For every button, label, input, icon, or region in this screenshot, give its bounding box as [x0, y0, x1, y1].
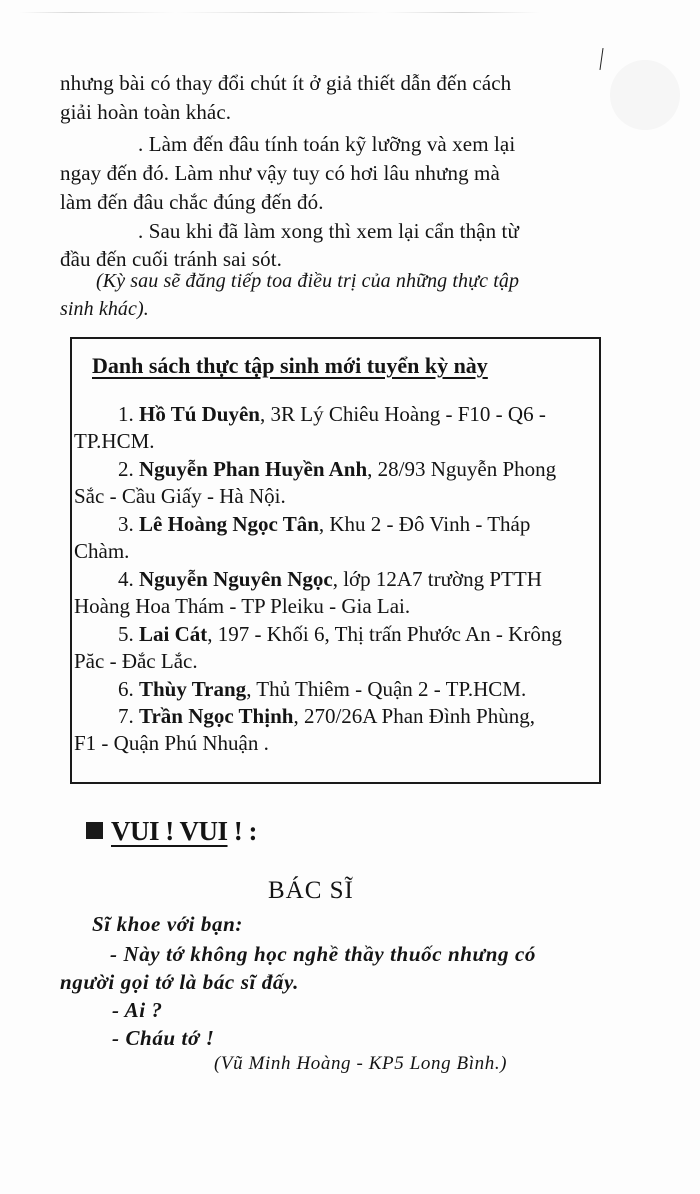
joke-line: người gọi tớ là bác sĩ đấy. — [60, 970, 299, 994]
intern-name: Thùy Trang — [139, 677, 247, 701]
joke-line: Sĩ khoe với bạn: — [92, 912, 243, 936]
body-line: làm đến đâu chắc đúng đến đó. — [60, 190, 324, 214]
intern-name: Nguyễn Nguyên Ngọc — [139, 567, 333, 591]
intern-entry: 3. Lê Hoàng Ngọc Tân, Khu 2 - Đô Vinh - Tháp Chàm. — [74, 512, 531, 563]
body-line: ngay đến đó. Làm như vậy tuy có hơi lâu nhưng mà — [60, 161, 500, 185]
scan-smudge — [610, 60, 680, 130]
intern-name: Lê Hoàng Ngọc Tân — [139, 512, 319, 536]
intern-name: Lai Cát — [139, 622, 208, 646]
joke-line: - Cháu tớ ! — [112, 1026, 215, 1050]
intern-name: Hồ Tú Duyên — [139, 402, 260, 426]
intern-name: Trần Ngọc Thịnh — [139, 704, 294, 728]
body-line: . Làm đến đâu tính toán kỹ lưỡng và xem lại — [138, 132, 516, 156]
note-line: (Kỳ sau sẽ đăng tiếp toa điều trị của những thực tập — [96, 270, 520, 292]
intern-entry: 4. Nguyễn Nguyên Ngọc, lớp 12A7 trường PTTH Hoàng Hoa Thám - TP Pleiku - Gia Lai. — [74, 567, 542, 618]
scan-artifact — [20, 12, 540, 13]
intern-list-title: Danh sách thực tập sinh mới tuyển kỳ này — [92, 353, 488, 378]
joke-line: - Ai ? — [112, 998, 163, 1022]
humor-section-heading: VUI ! VUI ! : — [86, 816, 257, 847]
joke-title: BÁC SĨ — [268, 877, 354, 904]
body-line: . Sau khi đã làm xong thì xem lại cẩn thận từ — [138, 219, 519, 243]
body-line: đầu đến cuối tránh sai sót. — [60, 247, 282, 271]
intern-entry: 6. Thùy Trang, Thủ Thiêm - Quận 2 - TP.HCM. — [118, 677, 527, 701]
joke-line: - Này tớ không học nghề thầy thuốc nhưng có — [110, 942, 536, 966]
intern-entry: 1. Hồ Tú Duyên, 3R Lý Chiêu Hoàng - F10 - Q6 - TP.HCM. — [74, 402, 546, 453]
note-line: sinh khác). — [60, 298, 149, 320]
body-line: nhưng bài có thay đổi chút ít ở giả thiết dẫn đến cách — [60, 71, 512, 95]
intern-list-box — [70, 337, 601, 784]
intern-entry: 5. Lai Cát, 197 - Khối 6, Thị trấn Phước An - Krông Păc - Đắc Lắc. — [74, 622, 562, 673]
square-bullet-icon — [86, 822, 103, 839]
body-line: giải hoàn toàn khác. — [60, 100, 232, 124]
joke-credit: (Vũ Minh Hoàng - KP5 Long Bình.) — [214, 1053, 508, 1074]
pen-mark — [599, 48, 603, 70]
intern-name: Nguyễn Phan Huyền Anh — [139, 457, 368, 481]
intern-entry: 7. Trần Ngọc Thịnh, 270/26A Phan Đình Phùng, F1 - Quận Phú Nhuận . — [74, 704, 535, 755]
intern-entry: 2. Nguyễn Phan Huyền Anh, 28/93 Nguyễn Phong Sắc - Cầu Giấy - Hà Nội. — [74, 457, 557, 508]
